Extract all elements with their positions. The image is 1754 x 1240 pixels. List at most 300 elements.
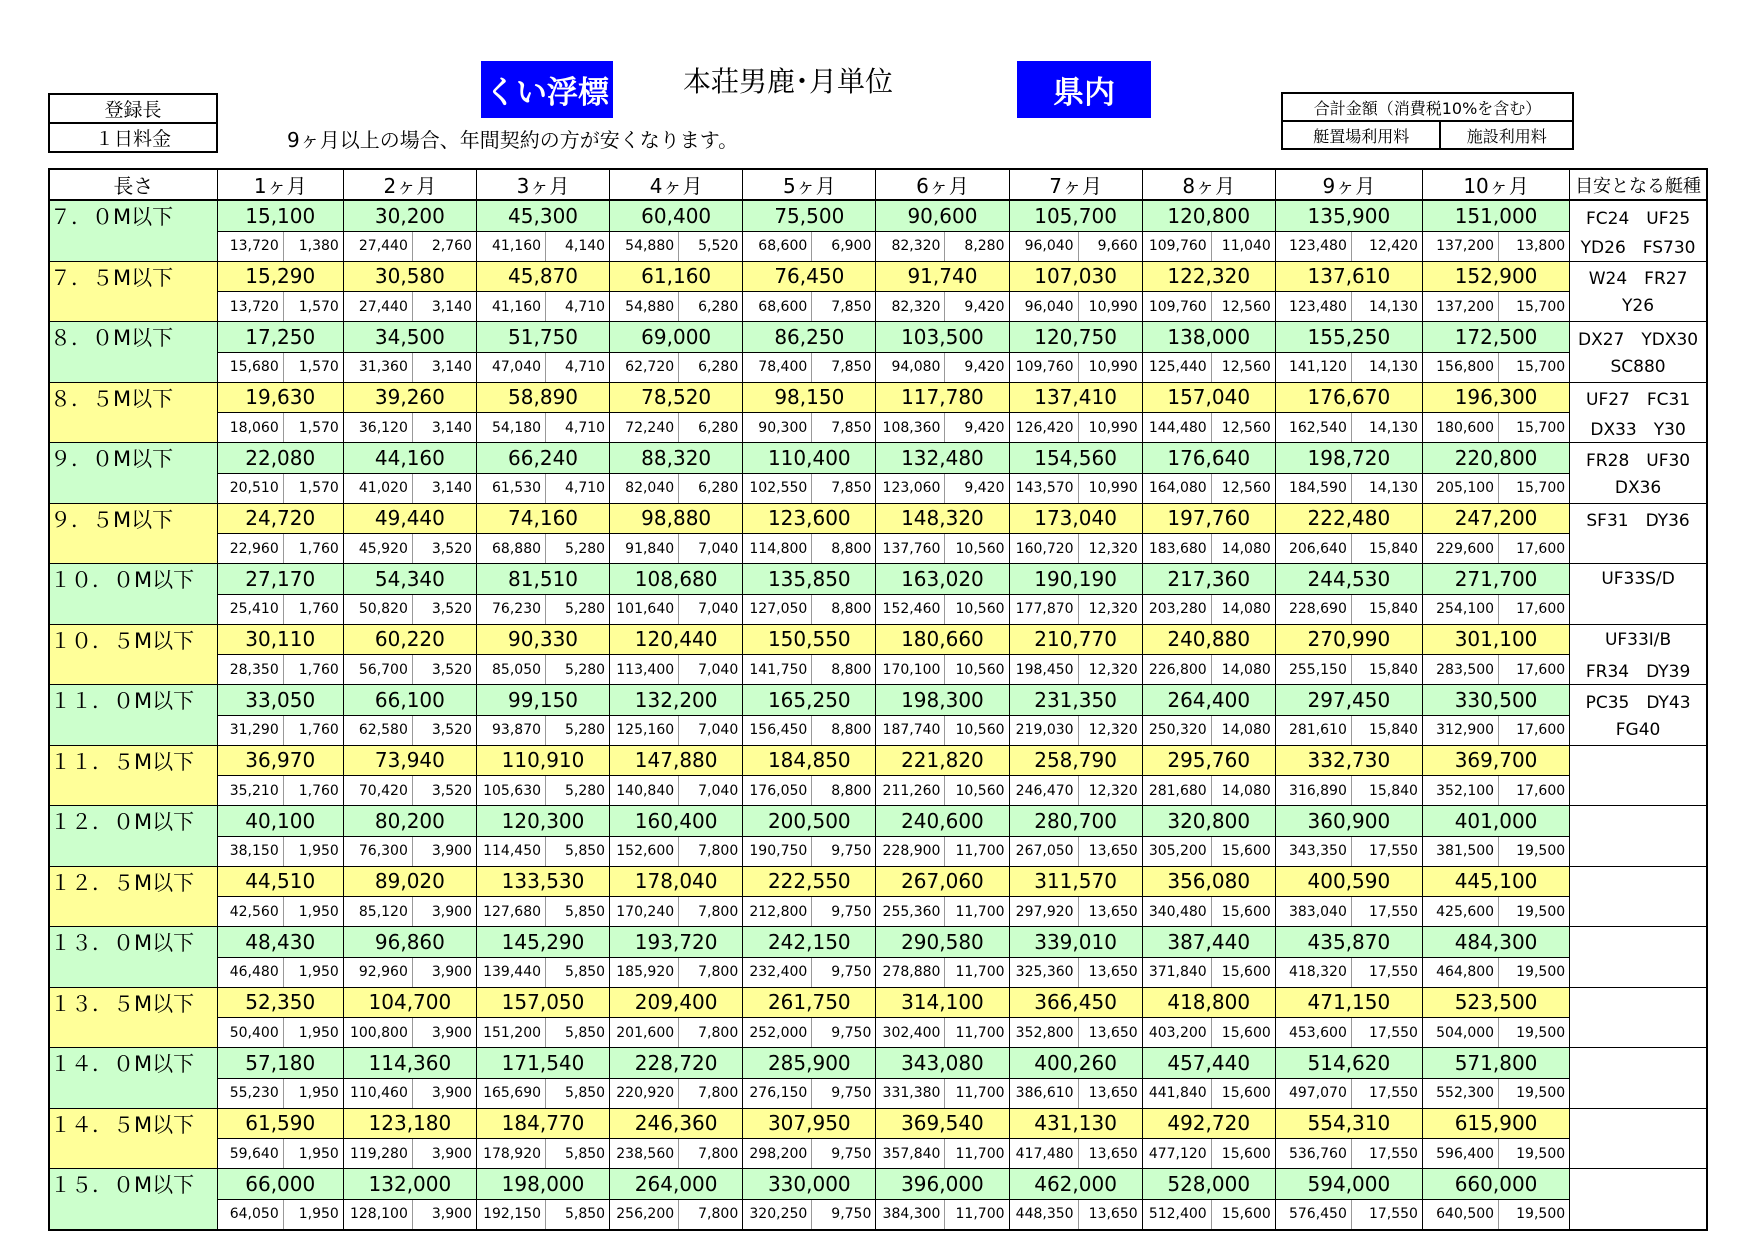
facility-fee-cell: 12,420 bbox=[1351, 231, 1422, 261]
berth-fee-cell: 82,040 bbox=[610, 473, 679, 503]
berth-fee-cell: 343,350 bbox=[1275, 836, 1351, 866]
facility-fee-cell: 8,280 bbox=[945, 231, 1009, 261]
berth-fee-cell: 403,200 bbox=[1142, 1018, 1211, 1048]
facility-fee-cell: 5,850 bbox=[546, 1018, 610, 1048]
table-row bbox=[49, 564, 1707, 595]
total-fee-cell: 356,080 bbox=[1142, 866, 1275, 897]
berth-fee-cell: 497,070 bbox=[1275, 1078, 1351, 1108]
total-fee-cell: 152,900 bbox=[1422, 261, 1569, 292]
table-row bbox=[49, 1108, 1707, 1139]
berth-fee-cell: 255,360 bbox=[876, 897, 945, 927]
total-fee-cell: 15,290 bbox=[217, 261, 343, 292]
total-fee-cell: 271,700 bbox=[1422, 564, 1569, 595]
total-fee-cell: 165,250 bbox=[743, 685, 876, 716]
berth-fee-cell: 206,640 bbox=[1275, 534, 1351, 564]
total-fee-cell: 114,360 bbox=[343, 1048, 476, 1079]
berth-fee-cell: 185,920 bbox=[610, 957, 679, 987]
berth-fee-cell: 187,740 bbox=[876, 715, 945, 745]
berth-fee-cell: 477,120 bbox=[1142, 1139, 1211, 1169]
berth-fee-cell: 297,920 bbox=[1009, 897, 1078, 927]
facility-fee-cell: 13,650 bbox=[1078, 1078, 1142, 1108]
boat-types-cell bbox=[1570, 745, 1707, 776]
table-subrow bbox=[49, 231, 1707, 261]
facility-fee-cell: 9,750 bbox=[812, 1139, 876, 1169]
facility-fee-cell: 15,600 bbox=[1211, 957, 1275, 987]
berth-fee-cell: 94,080 bbox=[876, 352, 945, 382]
facility-fee-cell: 3,140 bbox=[412, 473, 476, 503]
berth-fee-cell: 137,200 bbox=[1422, 231, 1498, 261]
berth-fee-cell: 464,800 bbox=[1422, 957, 1498, 987]
length-label: １４．０M以下 bbox=[49, 1048, 217, 1079]
total-fee-cell: 301,100 bbox=[1422, 624, 1569, 655]
facility-fee-cell: 7,800 bbox=[679, 1018, 743, 1048]
length-spacer bbox=[49, 1078, 217, 1108]
facility-fee-cell: 14,080 bbox=[1211, 534, 1275, 564]
facility-fee-cell: 17,550 bbox=[1351, 897, 1422, 927]
table-row bbox=[49, 685, 1707, 716]
mooring-type-badge: くい浮標 bbox=[481, 61, 613, 118]
facility-fee-cell: 13,650 bbox=[1078, 1018, 1142, 1048]
berth-fee-cell: 453,600 bbox=[1275, 1018, 1351, 1048]
boat-types-cell: UF33I/B bbox=[1570, 624, 1707, 655]
facility-fee-cell: 9,750 bbox=[812, 897, 876, 927]
length-label: ７．０M以下 bbox=[49, 200, 217, 231]
total-fee-cell: 431,130 bbox=[1009, 1108, 1142, 1139]
boat-types-cell: FR34 DY39 bbox=[1570, 655, 1707, 685]
facility-fee-cell: 7,800 bbox=[679, 897, 743, 927]
total-fee-cell: 123,180 bbox=[343, 1108, 476, 1139]
total-fee-cell: 135,900 bbox=[1275, 200, 1422, 231]
facility-fee-cell: 17,550 bbox=[1351, 1018, 1422, 1048]
berth-fee-cell: 371,840 bbox=[1142, 957, 1211, 987]
total-fee-cell: 78,520 bbox=[610, 382, 743, 413]
total-fee-cell: 242,150 bbox=[743, 927, 876, 958]
total-fee-cell: 120,750 bbox=[1009, 322, 1142, 353]
total-fee-cell: 73,940 bbox=[343, 745, 476, 776]
total-fee-cell: 528,000 bbox=[1142, 1169, 1275, 1200]
berth-fee-cell: 123,480 bbox=[1275, 231, 1351, 261]
facility-fee-cell: 19,500 bbox=[1499, 1139, 1570, 1169]
facility-fee-cell: 7,800 bbox=[679, 1139, 743, 1169]
facility-fee-cell: 12,320 bbox=[1078, 655, 1142, 685]
header-month: 5ヶ月 bbox=[743, 169, 876, 200]
total-fee-cell: 396,000 bbox=[876, 1169, 1009, 1200]
berth-fee-cell: 35,210 bbox=[217, 776, 283, 806]
total-fee-cell: 160,400 bbox=[610, 806, 743, 837]
facility-fee-cell: 17,600 bbox=[1499, 655, 1570, 685]
facility-fee-cell: 17,550 bbox=[1351, 1199, 1422, 1230]
berth-fee-cell: 384,300 bbox=[876, 1199, 945, 1230]
facility-fee-cell: 3,900 bbox=[412, 1018, 476, 1048]
berth-fee-cell: 110,460 bbox=[343, 1078, 412, 1108]
berth-fee-cell: 255,150 bbox=[1275, 655, 1351, 685]
total-fee-cell: 61,590 bbox=[217, 1108, 343, 1139]
table-subrow bbox=[49, 534, 1707, 564]
length-label: ９．０M以下 bbox=[49, 443, 217, 474]
page-title: 本荘男鹿･月単位 bbox=[683, 65, 894, 98]
annual-contract-notice: 9ヶ月以上の場合、年間契約の方が安くなります。 bbox=[287, 128, 739, 152]
berth-fee-cell: 45,920 bbox=[343, 534, 412, 564]
berth-fee-cell: 114,450 bbox=[476, 836, 545, 866]
berth-fee-cell: 64,050 bbox=[217, 1199, 283, 1230]
facility-fee-cell: 9,750 bbox=[812, 1018, 876, 1048]
total-fee-cell: 74,160 bbox=[476, 503, 609, 534]
total-fee-cell: 222,480 bbox=[1275, 503, 1422, 534]
berth-fee-cell: 109,760 bbox=[1009, 352, 1078, 382]
total-fee-cell: 339,010 bbox=[1009, 927, 1142, 958]
berth-fee-cell: 59,640 bbox=[217, 1139, 283, 1169]
total-fee-cell: 123,600 bbox=[743, 503, 876, 534]
berth-fee-cell: 13,720 bbox=[217, 292, 283, 322]
total-fee-cell: 133,530 bbox=[476, 866, 609, 897]
total-fee-cell: 190,190 bbox=[1009, 564, 1142, 595]
facility-fee-cell: 12,320 bbox=[1078, 776, 1142, 806]
header-month: 7ヶ月 bbox=[1009, 169, 1142, 200]
facility-fee-cell: 12,320 bbox=[1078, 715, 1142, 745]
total-fee-cell: 445,100 bbox=[1422, 866, 1569, 897]
facility-fee-cell: 4,710 bbox=[546, 413, 610, 443]
facility-fee-cell: 13,650 bbox=[1078, 897, 1142, 927]
facility-fee-cell: 1,760 bbox=[283, 534, 343, 564]
facility-fee-cell: 11,700 bbox=[945, 1018, 1009, 1048]
facility-fee-cell: 11,700 bbox=[945, 1078, 1009, 1108]
header-month: 2ヶ月 bbox=[343, 169, 476, 200]
facility-fee-cell: 5,280 bbox=[546, 534, 610, 564]
berth-fee-cell: 183,680 bbox=[1142, 534, 1211, 564]
berth-fee-cell: 144,480 bbox=[1142, 413, 1211, 443]
total-fee-cell: 210,770 bbox=[1009, 624, 1142, 655]
facility-fee-cell: 5,280 bbox=[546, 776, 610, 806]
total-fee-cell: 163,020 bbox=[876, 564, 1009, 595]
facility-fee-cell: 19,500 bbox=[1499, 1018, 1570, 1048]
berth-fee-cell: 18,060 bbox=[217, 413, 283, 443]
table-subrow bbox=[49, 897, 1707, 927]
berth-fee-cell: 252,000 bbox=[743, 1018, 812, 1048]
total-fee-cell: 105,700 bbox=[1009, 200, 1142, 231]
berth-fee-cell: 238,560 bbox=[610, 1139, 679, 1169]
header-length: 長さ bbox=[49, 169, 217, 200]
berth-fee-cell: 127,680 bbox=[476, 897, 545, 927]
boat-types-cell bbox=[1570, 776, 1707, 806]
table-row bbox=[49, 261, 1707, 292]
boat-types-cell bbox=[1570, 836, 1707, 866]
facility-fee-cell: 17,600 bbox=[1499, 715, 1570, 745]
berth-fee-cell: 113,400 bbox=[610, 655, 679, 685]
berth-fee-cell: 232,400 bbox=[743, 957, 812, 987]
total-fee-cell: 176,670 bbox=[1275, 382, 1422, 413]
total-fee-cell: 615,900 bbox=[1422, 1108, 1569, 1139]
table-row bbox=[49, 200, 1707, 231]
berth-fee-cell: 312,900 bbox=[1422, 715, 1498, 745]
berth-fee-cell: 160,720 bbox=[1009, 534, 1078, 564]
facility-fee-cell: 10,990 bbox=[1078, 413, 1142, 443]
boat-types-cell bbox=[1570, 1018, 1707, 1048]
total-fee-cell: 571,800 bbox=[1422, 1048, 1569, 1079]
berth-fee-cell: 76,230 bbox=[476, 594, 545, 624]
facility-fee-cell: 14,130 bbox=[1351, 352, 1422, 382]
legend-facility-fee: 施設利用料 bbox=[1440, 121, 1573, 149]
facility-fee-cell: 1,760 bbox=[283, 655, 343, 685]
length-spacer bbox=[49, 473, 217, 503]
facility-fee-cell: 4,710 bbox=[546, 473, 610, 503]
facility-fee-cell: 7,040 bbox=[679, 594, 743, 624]
berth-fee-cell: 352,800 bbox=[1009, 1018, 1078, 1048]
berth-fee-cell: 177,870 bbox=[1009, 594, 1078, 624]
boat-types-cell: SF31 DY36 bbox=[1570, 503, 1707, 534]
length-label: １２．０M以下 bbox=[49, 806, 217, 837]
facility-fee-cell: 11,700 bbox=[945, 897, 1009, 927]
facility-fee-cell: 5,280 bbox=[546, 594, 610, 624]
total-fee-cell: 228,720 bbox=[610, 1048, 743, 1079]
facility-fee-cell: 3,900 bbox=[412, 836, 476, 866]
berth-fee-cell: 125,160 bbox=[610, 715, 679, 745]
facility-fee-cell: 14,080 bbox=[1211, 594, 1275, 624]
total-fee-cell: 369,540 bbox=[876, 1108, 1009, 1139]
total-fee-cell: 180,660 bbox=[876, 624, 1009, 655]
header-month: 6ヶ月 bbox=[876, 169, 1009, 200]
total-fee-cell: 54,340 bbox=[343, 564, 476, 595]
facility-fee-cell: 15,700 bbox=[1499, 413, 1570, 443]
total-fee-cell: 297,450 bbox=[1275, 685, 1422, 716]
total-fee-cell: 120,300 bbox=[476, 806, 609, 837]
boat-types-cell: W24 FR27 bbox=[1570, 261, 1707, 292]
total-fee-cell: 184,770 bbox=[476, 1108, 609, 1139]
facility-fee-cell: 17,550 bbox=[1351, 957, 1422, 987]
facility-fee-cell: 1,950 bbox=[283, 1139, 343, 1169]
boat-types-cell bbox=[1570, 1078, 1707, 1108]
facility-fee-cell: 3,900 bbox=[412, 897, 476, 927]
total-fee-cell: 48,430 bbox=[217, 927, 343, 958]
table-subrow bbox=[49, 413, 1707, 443]
total-fee-cell: 120,800 bbox=[1142, 200, 1275, 231]
boat-types-cell: DX33 Y30 bbox=[1570, 413, 1707, 443]
length-spacer bbox=[49, 1018, 217, 1048]
berth-fee-cell: 198,450 bbox=[1009, 655, 1078, 685]
facility-fee-cell: 10,560 bbox=[945, 776, 1009, 806]
berth-fee-cell: 305,200 bbox=[1142, 836, 1211, 866]
total-fee-cell: 147,880 bbox=[610, 745, 743, 776]
boat-types-cell bbox=[1570, 1139, 1707, 1169]
facility-fee-cell: 7,850 bbox=[812, 292, 876, 322]
berth-fee-cell: 228,900 bbox=[876, 836, 945, 866]
legend-length-daily bbox=[48, 93, 218, 153]
facility-fee-cell: 2,760 bbox=[412, 231, 476, 261]
berth-fee-cell: 78,400 bbox=[743, 352, 812, 382]
facility-fee-cell: 15,700 bbox=[1499, 473, 1570, 503]
berth-fee-cell: 256,200 bbox=[610, 1199, 679, 1230]
boat-types-cell bbox=[1570, 1169, 1707, 1200]
facility-fee-cell: 15,700 bbox=[1499, 292, 1570, 322]
facility-fee-cell: 17,600 bbox=[1499, 594, 1570, 624]
berth-fee-cell: 62,580 bbox=[343, 715, 412, 745]
total-fee-cell: 150,550 bbox=[743, 624, 876, 655]
facility-fee-cell: 15,600 bbox=[1211, 1199, 1275, 1230]
berth-fee-cell: 276,150 bbox=[743, 1078, 812, 1108]
table-subrow bbox=[49, 776, 1707, 806]
berth-fee-cell: 92,960 bbox=[343, 957, 412, 987]
total-fee-cell: 198,720 bbox=[1275, 443, 1422, 474]
total-fee-cell: 39,260 bbox=[343, 382, 476, 413]
total-fee-cell: 200,500 bbox=[743, 806, 876, 837]
boat-types-cell bbox=[1570, 927, 1707, 958]
total-fee-cell: 285,900 bbox=[743, 1048, 876, 1079]
berth-fee-cell: 105,630 bbox=[476, 776, 545, 806]
total-fee-cell: 435,870 bbox=[1275, 927, 1422, 958]
total-fee-cell: 314,100 bbox=[876, 987, 1009, 1018]
facility-fee-cell: 3,520 bbox=[412, 594, 476, 624]
total-fee-cell: 184,850 bbox=[743, 745, 876, 776]
length-spacer bbox=[49, 1139, 217, 1169]
legend-berth-fee: 艇置場利用料 bbox=[1282, 121, 1440, 149]
length-label: １４．５M以下 bbox=[49, 1108, 217, 1139]
total-fee-cell: 99,150 bbox=[476, 685, 609, 716]
facility-fee-cell: 19,500 bbox=[1499, 1199, 1570, 1230]
total-fee-cell: 240,880 bbox=[1142, 624, 1275, 655]
berth-fee-cell: 102,550 bbox=[743, 473, 812, 503]
table-row bbox=[49, 987, 1707, 1018]
table-subrow bbox=[49, 1078, 1707, 1108]
total-fee-cell: 155,250 bbox=[1275, 322, 1422, 353]
length-label: ７．５M以下 bbox=[49, 261, 217, 292]
berth-fee-cell: 85,120 bbox=[343, 897, 412, 927]
berth-fee-cell: 143,570 bbox=[1009, 473, 1078, 503]
berth-fee-cell: 552,300 bbox=[1422, 1078, 1498, 1108]
berth-fee-cell: 126,420 bbox=[1009, 413, 1078, 443]
total-fee-cell: 154,560 bbox=[1009, 443, 1142, 474]
boat-types-cell: FG40 bbox=[1570, 715, 1707, 745]
total-fee-cell: 157,040 bbox=[1142, 382, 1275, 413]
length-label: １３．０M以下 bbox=[49, 927, 217, 958]
berth-fee-cell: 448,350 bbox=[1009, 1199, 1078, 1230]
length-spacer bbox=[49, 655, 217, 685]
total-fee-cell: 193,720 bbox=[610, 927, 743, 958]
facility-fee-cell: 15,600 bbox=[1211, 836, 1275, 866]
facility-fee-cell: 1,570 bbox=[283, 292, 343, 322]
facility-fee-cell: 12,560 bbox=[1211, 413, 1275, 443]
total-fee-cell: 332,730 bbox=[1275, 745, 1422, 776]
length-label: ８．５M以下 bbox=[49, 382, 217, 413]
length-label: ９．５M以下 bbox=[49, 503, 217, 534]
berth-fee-cell: 96,040 bbox=[1009, 231, 1078, 261]
table-row bbox=[49, 382, 1707, 413]
total-fee-cell: 57,180 bbox=[217, 1048, 343, 1079]
berth-fee-cell: 201,600 bbox=[610, 1018, 679, 1048]
total-fee-cell: 270,990 bbox=[1275, 624, 1422, 655]
total-fee-cell: 51,750 bbox=[476, 322, 609, 353]
facility-fee-cell: 8,800 bbox=[812, 715, 876, 745]
berth-fee-cell: 180,600 bbox=[1422, 413, 1498, 443]
berth-fee-cell: 123,480 bbox=[1275, 292, 1351, 322]
total-fee-cell: 17,250 bbox=[217, 322, 343, 353]
facility-fee-cell: 5,850 bbox=[546, 957, 610, 987]
total-fee-cell: 22,080 bbox=[217, 443, 343, 474]
berth-fee-cell: 68,600 bbox=[743, 292, 812, 322]
facility-fee-cell: 1,950 bbox=[283, 836, 343, 866]
facility-fee-cell: 7,040 bbox=[679, 655, 743, 685]
total-fee-cell: 90,330 bbox=[476, 624, 609, 655]
fee-table bbox=[48, 168, 1708, 1231]
berth-fee-cell: 127,050 bbox=[743, 594, 812, 624]
length-spacer bbox=[49, 776, 217, 806]
berth-fee-cell: 47,040 bbox=[476, 352, 545, 382]
table-row bbox=[49, 1169, 1707, 1200]
facility-fee-cell: 10,990 bbox=[1078, 352, 1142, 382]
berth-fee-cell: 68,600 bbox=[743, 231, 812, 261]
berth-fee-cell: 536,760 bbox=[1275, 1139, 1351, 1169]
berth-fee-cell: 325,360 bbox=[1009, 957, 1078, 987]
total-fee-cell: 196,300 bbox=[1422, 382, 1569, 413]
berth-fee-cell: 250,320 bbox=[1142, 715, 1211, 745]
boat-types-cell: FC24 UF25 bbox=[1570, 200, 1707, 231]
total-fee-cell: 110,400 bbox=[743, 443, 876, 474]
table-row bbox=[49, 503, 1707, 534]
facility-fee-cell: 19,500 bbox=[1499, 957, 1570, 987]
berth-fee-cell: 137,200 bbox=[1422, 292, 1498, 322]
table-row bbox=[49, 1048, 1707, 1079]
berth-fee-cell: 90,300 bbox=[743, 413, 812, 443]
facility-fee-cell: 5,850 bbox=[546, 1139, 610, 1169]
total-fee-cell: 523,500 bbox=[1422, 987, 1569, 1018]
facility-fee-cell: 11,700 bbox=[945, 1199, 1009, 1230]
facility-fee-cell: 8,800 bbox=[812, 776, 876, 806]
length-spacer bbox=[49, 897, 217, 927]
berth-fee-cell: 278,880 bbox=[876, 957, 945, 987]
berth-fee-cell: 352,100 bbox=[1422, 776, 1498, 806]
length-spacer bbox=[49, 836, 217, 866]
boat-types-cell: Y26 bbox=[1570, 292, 1707, 322]
total-fee-cell: 457,440 bbox=[1142, 1048, 1275, 1079]
facility-fee-cell: 4,710 bbox=[546, 292, 610, 322]
total-fee-cell: 418,800 bbox=[1142, 987, 1275, 1018]
berth-fee-cell: 267,050 bbox=[1009, 836, 1078, 866]
facility-fee-cell: 12,560 bbox=[1211, 473, 1275, 503]
facility-fee-cell: 10,990 bbox=[1078, 473, 1142, 503]
berth-fee-cell: 114,800 bbox=[743, 534, 812, 564]
total-fee-cell: 98,150 bbox=[743, 382, 876, 413]
berth-fee-cell: 229,600 bbox=[1422, 534, 1498, 564]
total-fee-cell: 400,260 bbox=[1009, 1048, 1142, 1079]
berth-fee-cell: 141,120 bbox=[1275, 352, 1351, 382]
total-fee-cell: 89,020 bbox=[343, 866, 476, 897]
berth-fee-cell: 162,540 bbox=[1275, 413, 1351, 443]
length-label: １１．５M以下 bbox=[49, 745, 217, 776]
total-fee-cell: 261,750 bbox=[743, 987, 876, 1018]
facility-fee-cell: 14,080 bbox=[1211, 715, 1275, 745]
facility-fee-cell: 1,570 bbox=[283, 473, 343, 503]
facility-fee-cell: 1,570 bbox=[283, 352, 343, 382]
total-fee-cell: 209,400 bbox=[610, 987, 743, 1018]
legend-fee-breakdown bbox=[1281, 92, 1574, 150]
total-fee-cell: 103,500 bbox=[876, 322, 1009, 353]
total-fee-cell: 387,440 bbox=[1142, 927, 1275, 958]
header-boat-types: 目安となる艇種 bbox=[1570, 169, 1707, 200]
berth-fee-cell: 31,360 bbox=[343, 352, 412, 382]
berth-fee-cell: 22,960 bbox=[217, 534, 283, 564]
boat-types-cell bbox=[1570, 866, 1707, 897]
boat-types-cell: SC880 bbox=[1570, 352, 1707, 382]
facility-fee-cell: 7,800 bbox=[679, 836, 743, 866]
table-row bbox=[49, 927, 1707, 958]
boat-types-cell bbox=[1570, 1048, 1707, 1079]
berth-fee-cell: 246,470 bbox=[1009, 776, 1078, 806]
facility-fee-cell: 8,800 bbox=[812, 594, 876, 624]
berth-fee-cell: 425,600 bbox=[1422, 897, 1498, 927]
boat-types-cell: DX36 bbox=[1570, 473, 1707, 503]
facility-fee-cell: 5,280 bbox=[546, 715, 610, 745]
facility-fee-cell: 6,280 bbox=[679, 473, 743, 503]
facility-fee-cell: 15,600 bbox=[1211, 897, 1275, 927]
berth-fee-cell: 381,500 bbox=[1422, 836, 1498, 866]
